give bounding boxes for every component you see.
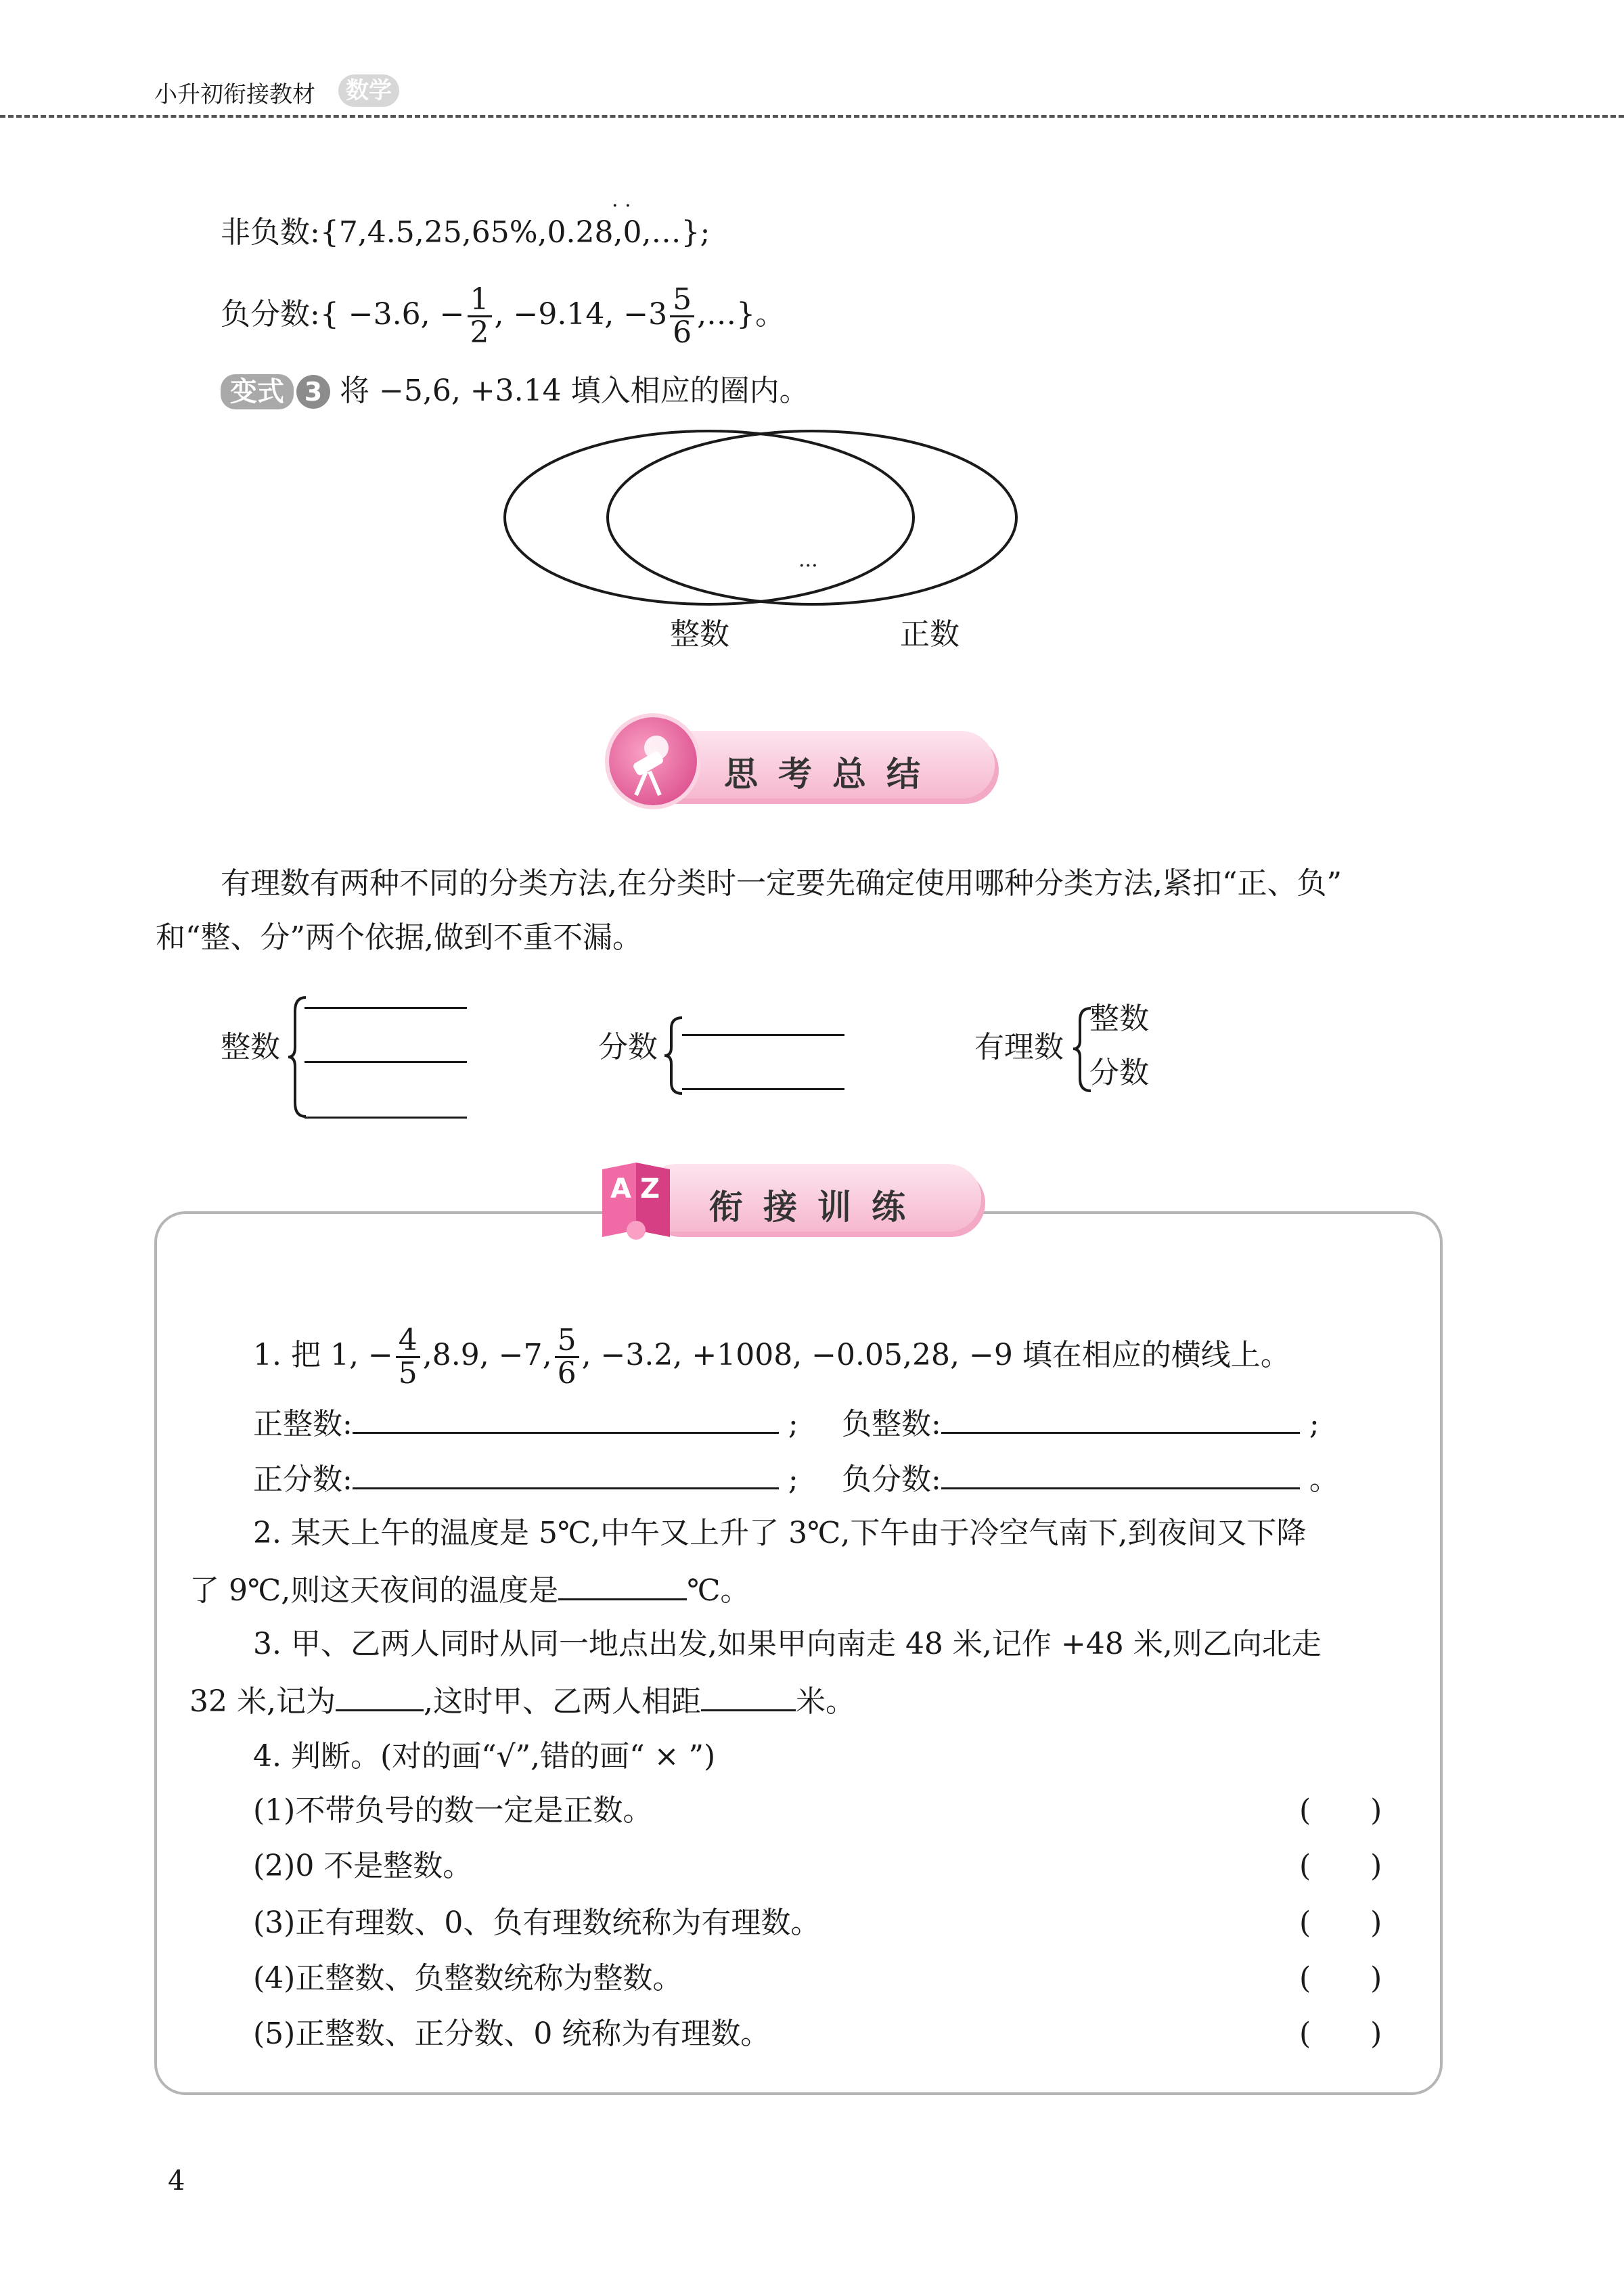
summary-paragraph-line-1: 有理数有两种不同的分类方法,在分类时一定要先确定使用哪种分类方法,紧扣“正、负” [221, 866, 1342, 901]
negfrac-suffix: ,…}。 [697, 297, 786, 332]
question-3-line-1: 3. 甲、乙两人同时从同一地点出发,如果甲向南走 48 米,记作 +48 米,则乙向北走 [253, 1627, 1322, 1661]
fraction-brace [663, 1015, 683, 1096]
rational-class-label: 有理数 [974, 1030, 1064, 1064]
venn-center-dots: ... [798, 548, 818, 572]
q3-text-a: 32 米,记为 [189, 1684, 336, 1719]
question-2-line-1: 2. 某天上午的温度是 5℃,中午又上升了 3℃,下午由于冷空气南下,到夜间又下降 [253, 1516, 1307, 1550]
semicolon: ; [788, 1407, 798, 1441]
negative-integer-blank[interactable] [941, 1401, 1300, 1434]
integer-class-label: 整数 [221, 1030, 280, 1064]
semicolon: ; [788, 1462, 798, 1497]
negative-fraction-set-line [221, 284, 785, 348]
judgement-4: (4)正整数、负整数统称为整数。 [253, 1961, 683, 1996]
question-1 [253, 1325, 1290, 1389]
positive-integer-blank[interactable] [353, 1401, 779, 1434]
rational-item-fraction: 分数 [1089, 1056, 1149, 1090]
question-4-title: 4. 判断。(对的画“√”,错的画“ × ”) [253, 1739, 716, 1774]
negfrac-mid: , −9.14, −3 [494, 297, 668, 332]
integer-blank-2[interactable] [304, 1061, 467, 1063]
positive-fraction-label: 正分数: [253, 1462, 353, 1497]
svg-text:Z: Z [640, 1173, 660, 1205]
judgement-2: (2)0 不是整数。 [253, 1849, 473, 1883]
answer-box-1[interactable]: ( ) [1299, 1793, 1382, 1828]
training-title: 衔接训练 [709, 1188, 926, 1227]
telescope-icon [609, 717, 697, 805]
judgement-5: (5)正整数、正分数、0 统称为有理数。 [253, 2017, 771, 2051]
q1-mid: ,8.9, −7, [422, 1338, 552, 1372]
negative-integer-row [842, 1401, 1320, 1445]
think-summary-title: 思考总结 [724, 755, 941, 794]
variant-3-line [221, 371, 809, 411]
venn-right-label: 正数 [900, 617, 960, 652]
nonnegative-set-line: 非负数:{7,4.5,25,65%,0.28,0,…}; [221, 215, 710, 250]
variant-number-badge: 3 [296, 375, 330, 409]
question-3-line-2 [189, 1678, 855, 1722]
judgement-1: (1)不带负号的数一定是正数。 [253, 1793, 653, 1828]
variant-badge: 变式 [221, 374, 294, 409]
b-record-blank[interactable] [336, 1678, 424, 1711]
integer-blank-3[interactable] [304, 1117, 467, 1119]
repeating-dots: · · [612, 194, 631, 218]
positive-integer-row [253, 1401, 798, 1445]
fraction-four-fifths: $\frac{4}{5}$ [396, 1325, 420, 1389]
integer-blank-1[interactable] [304, 1007, 467, 1009]
az-book-icon [595, 1156, 683, 1244]
q2-text-a: 了 9℃,则这天夜间的温度是 [189, 1573, 559, 1608]
variant-text: 将 −5,6, +3.14 填入相应的圈内。 [340, 374, 809, 408]
integer-ellipse [505, 431, 914, 604]
q1-suffix: , −3.2, +1008, −0.05,28, −9 填在相应的横线上。 [581, 1338, 1290, 1372]
q3-text-c: 米。 [795, 1684, 855, 1719]
header-dashed-divider [0, 115, 1624, 118]
negfrac-prefix: 负分数:{ −3.6, − [221, 297, 465, 332]
page-number: 4 [168, 2165, 185, 2197]
q1-prefix: 1. 把 1, − [253, 1338, 393, 1372]
night-temperature-blank[interactable] [558, 1567, 687, 1600]
negative-fraction-label: 负分数: [842, 1462, 941, 1497]
fraction-blank-2[interactable] [682, 1088, 844, 1090]
integer-brace [287, 995, 307, 1119]
negative-fraction-row [842, 1456, 1339, 1500]
period: 。 [1309, 1462, 1339, 1497]
q2-text-b: ℃。 [687, 1573, 750, 1608]
fraction-one-half: $\frac{1}{2}$ [468, 284, 492, 348]
svg-text:A: A [610, 1173, 631, 1205]
answer-box-5[interactable]: ( ) [1299, 2017, 1382, 2051]
positive-fraction-row [253, 1456, 798, 1500]
question-2-line-2 [189, 1567, 750, 1611]
venn-diagram [494, 426, 1144, 623]
positive-integer-label: 正整数: [253, 1407, 353, 1441]
negative-integer-label: 负整数: [842, 1407, 941, 1441]
positive-fraction-blank[interactable] [353, 1456, 779, 1489]
rational-item-integer: 整数 [1089, 1001, 1149, 1036]
subject-badge: 数学 [338, 74, 399, 107]
positive-ellipse [608, 431, 1016, 604]
q3-text-b: ,这时甲、乙两人相距 [423, 1684, 701, 1719]
fraction-blank-1[interactable] [682, 1034, 844, 1036]
header-book-title: 小升初衔接教材 [154, 81, 315, 108]
semicolon: ; [1309, 1407, 1320, 1441]
negative-fraction-blank[interactable] [941, 1456, 1300, 1489]
fraction-five-sixths-q1: $\frac{5}{6}$ [555, 1325, 579, 1389]
answer-box-2[interactable]: ( ) [1299, 1849, 1382, 1883]
fraction-five-sixths: $\frac{5}{6}$ [670, 284, 694, 348]
judgement-3: (3)正有理数、0、负有理数统称为有理数。 [253, 1906, 821, 1940]
summary-paragraph-line-2: 和“整、分”两个依据,做到不重不漏。 [156, 920, 642, 955]
fraction-class-label: 分数 [598, 1030, 658, 1064]
distance-blank[interactable] [701, 1678, 796, 1711]
answer-box-3[interactable]: ( ) [1299, 1906, 1382, 1940]
venn-left-label: 整数 [670, 617, 729, 652]
answer-box-4[interactable]: ( ) [1299, 1961, 1382, 1996]
